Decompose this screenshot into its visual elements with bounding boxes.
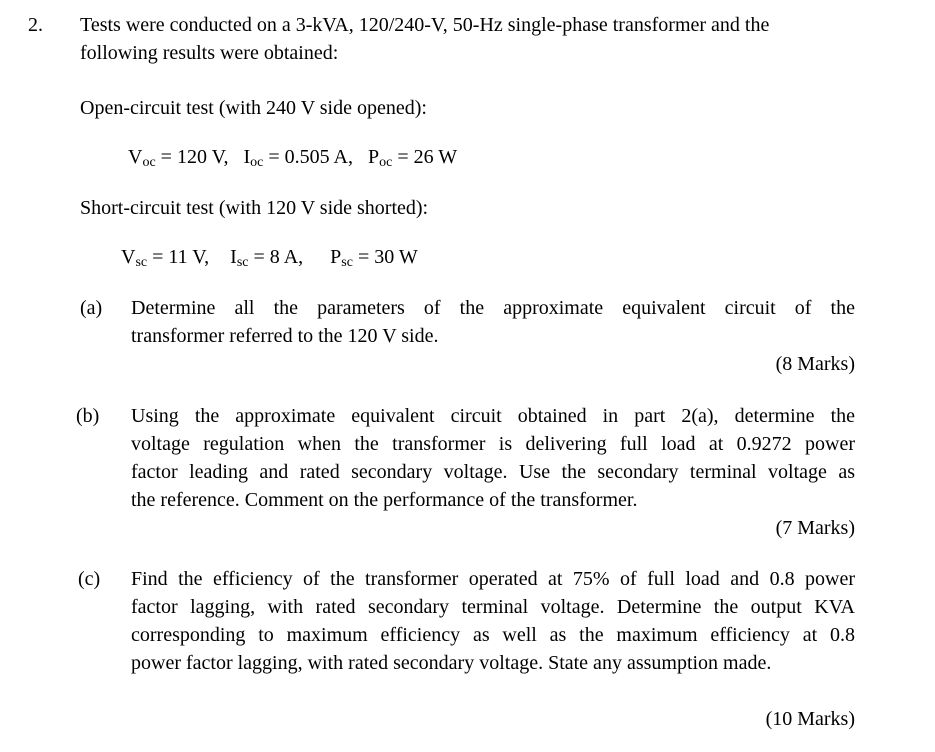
part-b-line: voltage regulation when the transformer is delivering full load at 0.9272 power: [131, 433, 855, 455]
voc-value: $V_{oc} = 120$ V,: [128, 146, 229, 170]
intro-line-2: following results were obtained:: [80, 42, 339, 64]
part-b-line: Using the approximate equivalent circuit obtained in part 2(a), determine the: [131, 405, 855, 427]
part-b-line: factor leading and rated secondary voltage. Use the secondary terminal voltage as: [131, 461, 855, 483]
part-c-line: corresponding to maximum efficiency as well as the maximum efficiency at 0.8: [131, 624, 855, 646]
isc-value: $I_{sc} = 8$ A,: [230, 246, 304, 270]
part-a-label: (a): [80, 297, 103, 319]
part-b-label: (b): [76, 405, 100, 427]
poc-value: $P_{oc} = 26$ W: [367, 146, 458, 170]
part-c-marks: (10 Marks): [765, 708, 855, 730]
short-circuit-heading: Short-circuit test (with 120 V side shorted):: [80, 197, 429, 219]
part-b-text: [131, 402, 855, 514]
psc-value: $P_{sc} = 30$ W: [330, 246, 418, 270]
short-circuit-values: [121, 243, 418, 271]
intro-line-1: Tests were conducted on a 3-kVA, 120/240-V, 50-Hz single-phase transformer and the: [80, 14, 770, 36]
part-b-marks: (7 Marks): [775, 517, 855, 539]
part-c-line: Find the efficiency of the transformer operated at 75% of full load and 0.8 power: [131, 568, 855, 590]
part-b-line: the reference. Comment on the performance of the transformer.: [131, 489, 638, 511]
part-a-marks: (8 Marks): [775, 353, 855, 375]
open-circuit-values: [128, 143, 457, 171]
part-a-line: transformer referred to the 120 V side.: [131, 325, 439, 347]
question-number: 2.: [28, 14, 43, 36]
open-circuit-heading: Open-circuit test (with 240 V side opened):: [80, 97, 427, 119]
question-intro: [80, 11, 860, 67]
part-c-label: (c): [78, 568, 101, 590]
part-a-line: Determine all the parameters of the approximate equivalent circuit of the: [131, 297, 855, 319]
part-c-line: power factor lagging, with rated secondary voltage. State any assumption made.: [131, 652, 772, 674]
ioc-value: $I_{oc} = 0.505$ A,: [243, 146, 353, 170]
part-c-line: factor lagging, with rated secondary terminal voltage. Determine the output KVA: [131, 596, 855, 618]
vsc-value: $V_{sc} = 11$ V,: [121, 246, 210, 270]
part-c-text: [131, 565, 855, 677]
part-a-text: [131, 294, 855, 350]
